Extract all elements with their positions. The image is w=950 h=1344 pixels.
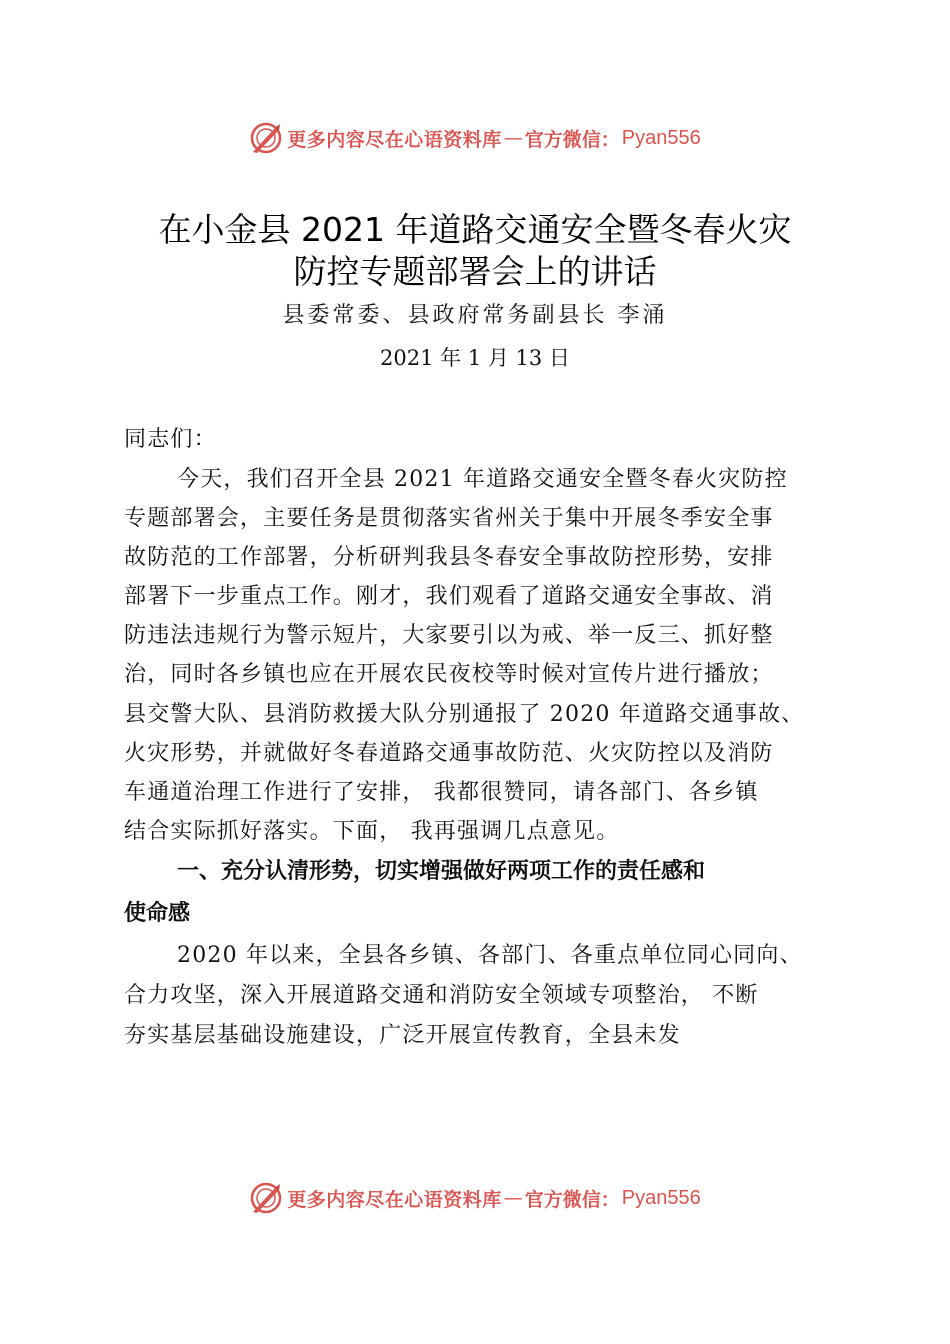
watermark-header [0,118,950,158]
document-author: 县委常委、县政府常务副县长 李涌 [282,303,668,328]
paragraph1-line: 故防范的工作部署，分析研判我县冬春安全事故防控形势，安排 [124,545,774,570]
paragraph1-line: 火灾形势，并就做好冬春道路交通事故防范、火灾防控以及消防 [124,741,774,766]
watermark-brand: 更多内容尽在心语资料库 [287,128,502,151]
paragraph1-line: 专题部署会，主要任务是贯彻落实省州关于集中开展冬季安全事 [124,506,774,531]
paragraph1-line: 治，同时各乡镇也应在开展农民夜校等时候对宣传片进行播放； [124,662,774,687]
paragraph1-line: 今天，我们召开全县 2021 年道路交通安全暨冬春火灾防控 [177,467,788,492]
section-heading-line-1: 一、充分认清形势，切实增强做好两项工作的责任感和 [177,859,706,884]
watermark-label: 官方微信： [524,1188,620,1211]
document-date: 2021 年 1 月 13 日 [380,346,570,370]
paragraph2-line: 2020 年以来，全县各乡镇、各部门、各重点单位同心同向、 [177,943,803,968]
paragraph2-line: 合力攻坚，深入开展道路交通和消防安全领域专项整治， 不断 [124,983,759,1008]
watermark-label: 官方微信： [524,128,620,151]
pen-logo-icon [249,121,283,155]
paragraph1-line: 部署下一步重点工作。刚才，我们观看了道路交通安全事故、消 [124,584,774,609]
salutation: 同志们： [124,427,217,452]
watermark-wechat-id: Pyan556 [621,1186,701,1209]
paragraph1-line: 县交警大队、县消防救援大队分别通报了 2020 年道路交通事故、 [124,702,805,727]
paragraph1-line: 结合实际抓好落实。下面， 我再强调几点意见。 [124,819,620,844]
paragraph1-line: 车通道治理工作进行了安排， 我都很赞同，请各部门、各乡镇 [124,780,759,805]
pen-logo-icon [249,1181,283,1215]
section-heading-line-2: 使命感 [124,901,191,926]
paragraph1-line: 防违法违规行为警示短片，大家要引以为戒、举一反三、抓好整 [124,623,774,648]
watermark-wechat-id: Pyan556 [621,126,701,149]
paragraph2-line: 夯实基层基础设施建设，广泛开展宣传教育，全县未发 [124,1023,681,1048]
document-title-line-1: 在小金县 2021 年道路交通安全暨冬春火灾 [158,210,792,249]
watermark-separator: — [503,127,523,149]
watermark-separator: — [503,1187,523,1209]
watermark-footer [0,1178,950,1218]
watermark-brand: 更多内容尽在心语资料库 [287,1188,502,1211]
document-title-line-2: 防控专题部署会上的讲话 [293,252,657,291]
